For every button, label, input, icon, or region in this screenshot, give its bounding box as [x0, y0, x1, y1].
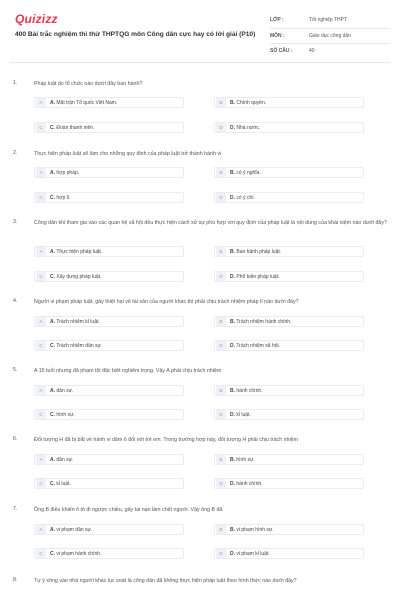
option-key: D: [216, 193, 226, 202]
option-text: Trách nhiệm dân sự.: [56, 342, 103, 349]
option-letter: D.: [230, 124, 235, 131]
option-text: Trách nhiệm xã hội.: [236, 342, 281, 349]
worksheet-header: [0, 0, 400, 62]
option-key: D: [216, 123, 226, 132]
option-text: Ban hành pháp luật.: [236, 248, 282, 255]
option-key: A: [36, 168, 46, 177]
option-d[interactable]: [214, 478, 364, 489]
header-divider: [10, 62, 390, 63]
option-letter: B.: [230, 456, 235, 463]
option-text: có ý nghĩa.: [236, 169, 261, 176]
option-letter: A.: [50, 318, 55, 325]
question-text: Công dân khi tham gia vào các quan hệ xã hội đều thực hiện cách xử sự phù hợp với quy định của pháp luật là nội dung của khái niệm nào dưới đây?: [34, 220, 387, 226]
option-letter: A.: [50, 526, 55, 533]
option-c[interactable]: [34, 271, 184, 282]
option-key: B: [216, 98, 226, 107]
option-key: D: [216, 549, 226, 558]
question-number: 2.: [13, 150, 18, 156]
option-text: Thực hiện pháp luật.: [56, 248, 103, 255]
option-a[interactable]: [34, 167, 184, 178]
option-key: B: [216, 386, 226, 395]
option-b[interactable]: [214, 524, 364, 535]
option-c[interactable]: [34, 340, 184, 351]
option-letter: C.: [50, 124, 55, 131]
option-text: vi phạm kỉ luật.: [236, 550, 270, 557]
option-letter: D.: [230, 480, 235, 487]
meta-value: Tốt nghiệp THPT: [309, 17, 347, 24]
option-key: C: [36, 479, 46, 488]
option-key: D: [216, 479, 226, 488]
option-text: Xây dựng pháp luật.: [56, 273, 102, 280]
option-a[interactable]: [34, 246, 184, 257]
option-key: A: [36, 98, 46, 107]
meta-value: 40: [309, 48, 315, 55]
option-a[interactable]: [34, 454, 184, 465]
option-c[interactable]: [34, 122, 184, 133]
option-text: kỉ luật.: [236, 411, 251, 418]
option-c[interactable]: [34, 548, 184, 559]
option-text: Mặt trận Tổ quốc Việt Nam.: [56, 99, 118, 106]
option-b[interactable]: [214, 97, 364, 108]
option-text: hình sự.: [236, 456, 255, 463]
option-b[interactable]: [214, 316, 364, 327]
option-key: A: [36, 386, 46, 395]
option-a[interactable]: [34, 524, 184, 535]
option-text: hành chính.: [236, 480, 263, 487]
option-letter: D.: [230, 550, 235, 557]
option-c[interactable]: [34, 478, 184, 489]
option-text: Đoàn thanh niên.: [56, 124, 95, 131]
option-key: C: [36, 341, 46, 350]
question-text: Người vi phạm pháp luật, gây thiệt hại về tài sản của người khác thì phải chịu trách nhiệm pháp lí nào dưới đây?: [34, 299, 299, 305]
option-letter: B.: [230, 99, 235, 106]
meta-row-class: [270, 13, 390, 29]
option-letter: A.: [50, 456, 55, 463]
meta-label: MÔN :: [270, 32, 285, 39]
option-b[interactable]: [214, 454, 364, 465]
option-key: D: [216, 341, 226, 350]
option-text: Nhà nước.: [236, 124, 261, 131]
question-text: Ông B điều khiển ô tô đi ngược chiều, gây tai nạn làm chết người. Vậy ông B đã: [34, 507, 223, 513]
option-letter: D.: [230, 411, 235, 418]
option-d[interactable]: [214, 548, 364, 559]
option-text: hợp pháp.: [56, 169, 80, 176]
question-number: 4.: [13, 298, 18, 304]
option-letter: B.: [230, 318, 235, 325]
option-text: hợp lí.: [56, 194, 71, 201]
option-text: Chính quyền.: [236, 99, 267, 106]
option-a[interactable]: [34, 97, 184, 108]
option-c[interactable]: [34, 192, 184, 203]
option-key: B: [216, 455, 226, 464]
meta-value: Giáo dục công dân: [309, 32, 351, 39]
page-title: 400 Bài trắc nghiệm thi thử THPTQG môn Công dân cực hay có lời giải (P10): [15, 31, 256, 38]
option-key: A: [36, 455, 46, 464]
meta-row-subject: [270, 29, 390, 45]
question-number: 6.: [13, 436, 18, 442]
meta-label: LỚP :: [270, 17, 284, 24]
option-text: hình sự.: [56, 411, 75, 418]
option-b[interactable]: [214, 246, 364, 257]
question-text: Tự ý xông vào nhà người khác lục soát là công dân đã không thực hiện pháp luật theo hình thức nào dưới đây?: [34, 578, 297, 584]
option-key: C: [36, 123, 46, 132]
option-letter: B.: [230, 248, 235, 255]
option-d[interactable]: [214, 122, 364, 133]
meta-row-count: [270, 44, 390, 59]
option-b[interactable]: [214, 167, 364, 178]
option-key: A: [36, 525, 46, 534]
question-text: A 15 tuổi nhưng đã phạm tội đặc biệt nghiêm trọng. Vậy A phải chịu trách nhiệm: [34, 368, 222, 374]
question-number: 3.: [13, 219, 18, 225]
option-key: B: [216, 525, 226, 534]
option-key: C: [36, 549, 46, 558]
option-letter: A.: [50, 387, 55, 394]
option-text: vi phạm hình sự.: [236, 526, 274, 533]
question-number: 7.: [13, 506, 18, 512]
option-text: Trách nhiệm kỉ luật.: [56, 318, 100, 325]
option-text: Phổ biến pháp luật.: [236, 273, 280, 280]
option-text: dân sự.: [56, 456, 74, 463]
option-text: dân sự.: [56, 387, 74, 394]
option-b[interactable]: [214, 385, 364, 396]
question-text: Thực hiện pháp luật sẽ làm cho những quy định của pháp luật trở thành hành vi: [34, 151, 222, 157]
option-letter: C.: [50, 194, 55, 201]
option-letter: B.: [230, 387, 235, 394]
option-letter: A.: [50, 99, 55, 106]
option-letter: C.: [50, 342, 55, 349]
option-d[interactable]: [214, 340, 364, 351]
option-text: kỉ luật.: [56, 480, 71, 487]
option-text: hành chính.: [236, 387, 263, 394]
option-a[interactable]: [34, 385, 184, 396]
option-letter: C.: [50, 550, 55, 557]
option-key: D: [216, 272, 226, 281]
option-key: B: [216, 247, 226, 256]
option-letter: D.: [230, 273, 235, 280]
option-key: D: [216, 410, 226, 419]
option-letter: C.: [50, 411, 55, 418]
option-text: vi phạm dân sự.: [56, 526, 93, 533]
option-text: có ý chí.: [236, 194, 256, 201]
question-text: Đối tượng H đã bị bắt về hành vi dâm ô đối với trẻ em. Trong trường hợp này, đối tượng H phải chịu trách nhiệm: [34, 437, 299, 443]
option-key: A: [36, 247, 46, 256]
option-letter: D.: [230, 194, 235, 201]
option-key: B: [216, 317, 226, 326]
option-letter: C.: [50, 480, 55, 487]
question-number: 5.: [13, 367, 18, 373]
option-key: B: [216, 168, 226, 177]
option-d[interactable]: [214, 409, 364, 420]
question-number: 1.: [13, 80, 18, 86]
option-key: C: [36, 193, 46, 202]
option-key: A: [36, 317, 46, 326]
option-letter: A.: [50, 169, 55, 176]
option-letter: B.: [230, 526, 235, 533]
option-a[interactable]: [34, 316, 184, 327]
quizizz-logo: Quizizz: [15, 12, 58, 26]
option-d[interactable]: [214, 271, 364, 282]
option-key: C: [36, 410, 46, 419]
meta-label: SỐ CÂU :: [270, 48, 293, 55]
meta-table: [270, 13, 390, 59]
option-letter: D.: [230, 342, 235, 349]
option-d[interactable]: [214, 192, 364, 203]
option-letter: B.: [230, 169, 235, 176]
question-number: 8.: [13, 577, 18, 583]
option-letter: C.: [50, 273, 55, 280]
option-text: Trách nhiệm hành chính.: [236, 318, 292, 325]
option-letter: A.: [50, 248, 55, 255]
option-text: vi phạm hành chính.: [56, 550, 102, 557]
question-text: Pháp luật do tổ chức nào dưới đây ban hành?: [34, 81, 143, 87]
option-key: C: [36, 272, 46, 281]
option-c[interactable]: [34, 409, 184, 420]
